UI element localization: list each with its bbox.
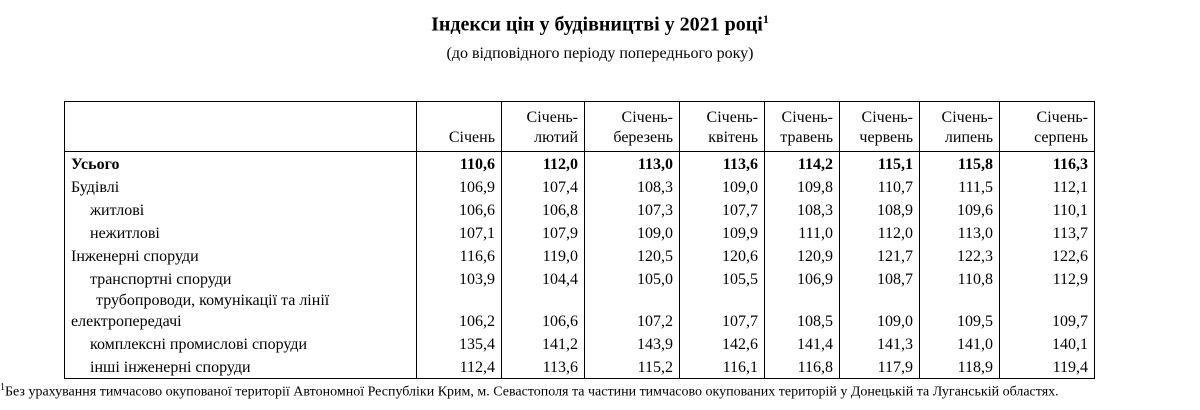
table-cell: 110,6 — [417, 152, 502, 176]
table-cell: 106,6 — [502, 290, 585, 332]
table-cell: 112,0 — [502, 152, 585, 176]
table-cell: 108,5 — [765, 290, 840, 332]
row-label: Усього — [65, 152, 417, 176]
table-cell: 109,8 — [765, 175, 840, 198]
table-cell: 113,0 — [585, 152, 680, 176]
row-label-line1: трубопроводи, комунікації та лінії — [96, 292, 330, 309]
table-cell: 116,1 — [680, 355, 765, 379]
table-cell: 112,1 — [1000, 175, 1095, 198]
row-label-line2: електропередачі — [71, 313, 182, 330]
table-cell: 141,0 — [920, 332, 1000, 355]
table-cell: 113,6 — [502, 355, 585, 379]
table-cell: 113,0 — [920, 221, 1000, 244]
page-title-text: Індекси цін у будівництві у 2021 році — [431, 13, 763, 36]
table-cell: 115,2 — [585, 355, 680, 379]
table-cell: 109,7 — [1000, 290, 1095, 332]
table-header-row — [65, 102, 1095, 152]
table-cell: 110,8 — [920, 267, 1000, 290]
table-cell: 107,7 — [680, 198, 765, 221]
table-cell: 114,2 — [765, 152, 840, 176]
table-cell: 116,8 — [765, 355, 840, 379]
table-cell: 104,4 — [502, 267, 585, 290]
table-cell: 106,9 — [765, 267, 840, 290]
table-cell: 120,6 — [680, 244, 765, 267]
table-row — [65, 244, 1095, 267]
table-cell: 121,7 — [840, 244, 920, 267]
table-cell: 118,9 — [920, 355, 1000, 379]
table-cell: 141,2 — [502, 332, 585, 355]
table-cell: 109,0 — [840, 290, 920, 332]
table-cell: 142,6 — [680, 332, 765, 355]
table-cell: 115,1 — [840, 152, 920, 176]
table-cell: 108,3 — [765, 198, 840, 221]
table-cell: 106,9 — [417, 175, 502, 198]
table-cell: 112,4 — [417, 355, 502, 379]
table-cell: 108,7 — [840, 267, 920, 290]
row-label: Інженерні споруди — [65, 244, 417, 267]
column-header: Січень- серпень — [1000, 102, 1095, 152]
row-label: Будівлі — [65, 175, 417, 198]
price-index-table — [64, 101, 1095, 379]
table-cell: 116,3 — [1000, 152, 1095, 176]
table-cell: 112,0 — [840, 221, 920, 244]
table-row — [65, 221, 1095, 244]
table-cell: 122,3 — [920, 244, 1000, 267]
row-label: інші інженерні споруди — [65, 355, 417, 379]
table-cell: 143,9 — [585, 332, 680, 355]
table-cell: 119,0 — [502, 244, 585, 267]
footnote-mark: 1 — [0, 382, 5, 393]
table-cell: 107,9 — [502, 221, 585, 244]
table-row — [65, 267, 1095, 290]
table-cell: 140,1 — [1000, 332, 1095, 355]
table-cell: 110,1 — [1000, 198, 1095, 221]
column-header: Січень- червень — [840, 102, 920, 152]
column-header: Січень- лютий — [502, 102, 585, 152]
column-header: Січень — [417, 102, 502, 152]
footnote-text: Без урахування тимчасово окупованої території Автономної Республіки Крим, м. Севастополя та частини тимчасово окупованих територій у Донецькій та Луганській областях. — [5, 384, 1059, 400]
table-cell: 107,4 — [502, 175, 585, 198]
table-cell: 108,3 — [585, 175, 680, 198]
table-cell: 107,7 — [680, 290, 765, 332]
table-cell: 109,9 — [680, 221, 765, 244]
page-subtitle: (до відповідного періоду попереднього року) — [446, 45, 754, 62]
table-cell: 120,9 — [765, 244, 840, 267]
table-row — [65, 175, 1095, 198]
table-cell: 105,0 — [585, 267, 680, 290]
table-cell: 105,5 — [680, 267, 765, 290]
footnote — [0, 382, 1200, 401]
table-cell: 109,0 — [680, 175, 765, 198]
table-cell: 109,5 — [920, 290, 1000, 332]
row-label: транспортні споруди — [65, 267, 417, 290]
table-cell: 107,1 — [417, 221, 502, 244]
table-cell: 107,3 — [585, 198, 680, 221]
table-row — [65, 290, 1095, 332]
table-cell: 113,7 — [1000, 221, 1095, 244]
table-row — [65, 198, 1095, 221]
row-label: житлові — [65, 198, 417, 221]
table-cell: 115,8 — [920, 152, 1000, 176]
row-label-header — [65, 102, 417, 152]
table-cell: 106,6 — [417, 198, 502, 221]
table-row — [65, 152, 1095, 176]
table-cell: 117,9 — [840, 355, 920, 379]
table-cell: 111,5 — [920, 175, 1000, 198]
table-cell: 111,0 — [765, 221, 840, 244]
table-row — [65, 332, 1095, 355]
table-cell: 141,4 — [765, 332, 840, 355]
row-label: комплексні промислові споруди — [65, 332, 417, 355]
table-cell: 106,8 — [502, 198, 585, 221]
table-cell: 109,0 — [585, 221, 680, 244]
table-cell: 116,6 — [417, 244, 502, 267]
table-cell: 120,5 — [585, 244, 680, 267]
table-row — [65, 355, 1095, 379]
table-cell: 106,2 — [417, 290, 502, 332]
table-cell: 103,9 — [417, 267, 502, 290]
column-header: Січень- травень — [765, 102, 840, 152]
table-cell: 107,2 — [585, 290, 680, 332]
column-header: Січень- березень — [585, 102, 680, 152]
title-footnote-mark: 1 — [762, 12, 769, 26]
column-header: Січень- липень — [920, 102, 1000, 152]
page-title — [0, 12, 1200, 37]
table-cell: 141,3 — [840, 332, 920, 355]
table-cell: 135,4 — [417, 332, 502, 355]
column-header: Січень- квітень — [680, 102, 765, 152]
table-cell: 122,6 — [1000, 244, 1095, 267]
table-cell: 108,9 — [840, 198, 920, 221]
table-cell: 109,6 — [920, 198, 1000, 221]
table-cell: 113,6 — [680, 152, 765, 176]
table-cell: 112,9 — [1000, 267, 1095, 290]
row-label — [65, 290, 417, 332]
row-label: нежитлові — [65, 221, 417, 244]
table-cell: 110,7 — [840, 175, 920, 198]
table-cell: 119,4 — [1000, 355, 1095, 379]
